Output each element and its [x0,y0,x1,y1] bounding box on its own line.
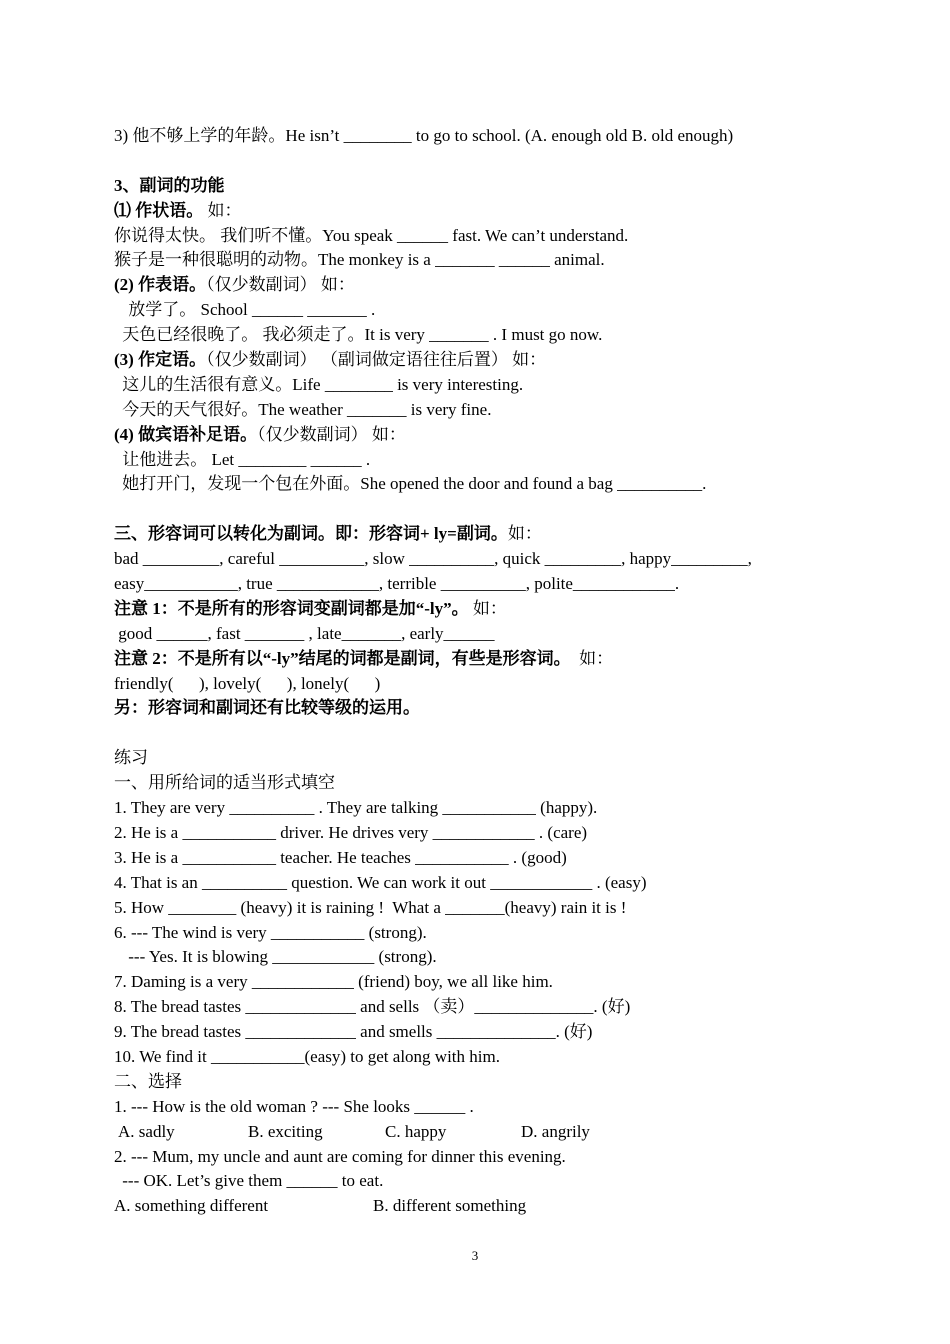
section-multiple-choice: 二、选择 [114,1071,182,1091]
note-2-label: 注意 2：不是所有以“-ly”结尾的词都是副词，有些是形容词。 [114,648,571,668]
note-1-label: 注意 1：不是所有的形容词变副词都是加“-ly”。 [114,598,469,618]
blank-line [114,497,854,522]
note-comparison: 另：形容词和副词还有比较等级的运用。 [114,698,420,718]
subheading-attributive-label: (3) 作定语。 [114,350,207,370]
choice-options-2 [114,1194,854,1219]
blank-line [114,721,854,746]
choice-question-1: 1. --- How is the old woman ? --- She looks ______ . [114,1096,474,1116]
exercise-ly-row-2: easy___________, true ____________, terrible __________, polite____________. [114,574,680,594]
example-very-late: 天色已经很晚了。 我必须走了。It is very _______ . I must go now. [118,325,603,345]
subheading-predicative-label: (2) 作表语。 [114,275,207,295]
choice-question-2: 2. --- Mum, my uncle and aunt are coming for dinner this evening. [114,1146,566,1166]
choice-question-2-reply: --- OK. Let’s give them ______ to eat. [118,1171,384,1191]
subheading-predicative-note: （仅少数副词） 如： [206,275,355,295]
example-bag-outside: 她打开门，发现一个包在外面。She opened the door and found a bag __________. [118,474,707,494]
note-2 [114,647,854,672]
heading-practice: 练习 [114,748,148,768]
option-a: A. something different [114,1196,269,1216]
example-let-him-in: 让他进去。 Let ________ ______ . [118,449,371,469]
note-1 [114,597,854,622]
example-life-here: 这儿的生活很有意义。Life ________ is very interesting. [118,374,524,394]
heading-adverb-functions: 3、副词的功能 [114,175,225,195]
example-weather-today: 今天的天气很好。The weather _______ is very fine. [118,399,492,419]
subheading-predicative [114,273,854,298]
option-c: C. happy [385,1121,447,1141]
subheading-attributive-note: （仅少数副词） （副词做定语往往后置） 如： [206,350,547,370]
subheading-attributive [114,348,854,373]
question-1: 1. They are very __________ . They are talking ___________ (happy). [114,798,598,818]
question-2: 2. He is a ___________ driver. He drives very ____________ . (care) [114,822,588,842]
option-b: B. different something [373,1196,527,1216]
subheading-adverbial-note: 如： [203,200,242,220]
page-number: 3 [471,1248,479,1263]
heading-adjective-to-adverb-label: 三、形容词可以转化为副词。即：形容词+ ly=副词。 [114,524,508,544]
subheading-object-complement-label: (4) 做宾语补足语。 [114,424,258,444]
subheading-object-complement-note: （仅少数副词） 如： [257,424,406,444]
example-speak-fast: 你说得太快。 我们听不懂。You speak ______ fast. We can’t understand. [114,225,629,245]
document-body [114,124,854,1219]
heading-adjective-to-adverb-note: 如： [507,524,542,544]
question-8: 8. The bread tastes _____________ and sells （卖）______________. (好) [114,997,631,1017]
note-2-suffix: 如： [570,648,614,668]
line-enough-example: 3) 他不够上学的年龄。He isn’t ________ to go to school. (A. enough old B. old enough) [114,126,734,145]
question-9: 9. The bread tastes _____________ and smells ______________. (好) [114,1022,593,1042]
subheading-adverbial-label: ⑴ 作状语。 [114,200,204,220]
exercise-ly-adjectives: friendly( ), lovely( ), lonely( ) [114,673,381,693]
question-10: 10. We find it ___________(easy) to get along with him. [114,1046,500,1066]
question-6: 6. --- The wind is very ___________ (strong). [114,922,427,942]
exercise-ly-row-1: bad _________, careful __________, slow __________, quick _________, happy_________, [114,549,752,569]
question-6-reply: --- Yes. It is blowing ____________ (strong). [124,947,437,967]
section-fill-in: 一、用所给词的适当形式填空 [114,773,335,793]
subheading-adverbial [114,199,854,224]
example-school-over: 放学了。 School ______ _______ . [124,300,376,320]
choice-options-1 [114,1120,854,1145]
example-monkey: 猴子是一种很聪明的动物。The monkey is a _______ ______ animal. [114,250,605,270]
exercise-irregular-adverbs: good ______, fast _______ , late_______, early______ [114,623,495,643]
heading-adjective-to-adverb [114,522,854,547]
question-5: 5. How ________ (heavy) it is raining ! What a _______(heavy) rain it is ! [114,897,627,917]
option-a: A. sadly [118,1121,175,1141]
question-4: 4. That is an __________ question. We can work it out ____________ . (easy) [114,872,647,892]
blank-line [114,149,854,174]
question-7: 7. Daming is a very ____________ (friend) boy, we all like him. [114,972,553,992]
note-1-suffix: 如： [468,598,507,618]
subheading-object-complement [114,423,854,448]
question-3: 3. He is a ___________ teacher. He teaches ___________ . (good) [114,847,567,867]
option-d: D. angrily [521,1121,590,1141]
option-b: B. exciting [248,1121,323,1141]
